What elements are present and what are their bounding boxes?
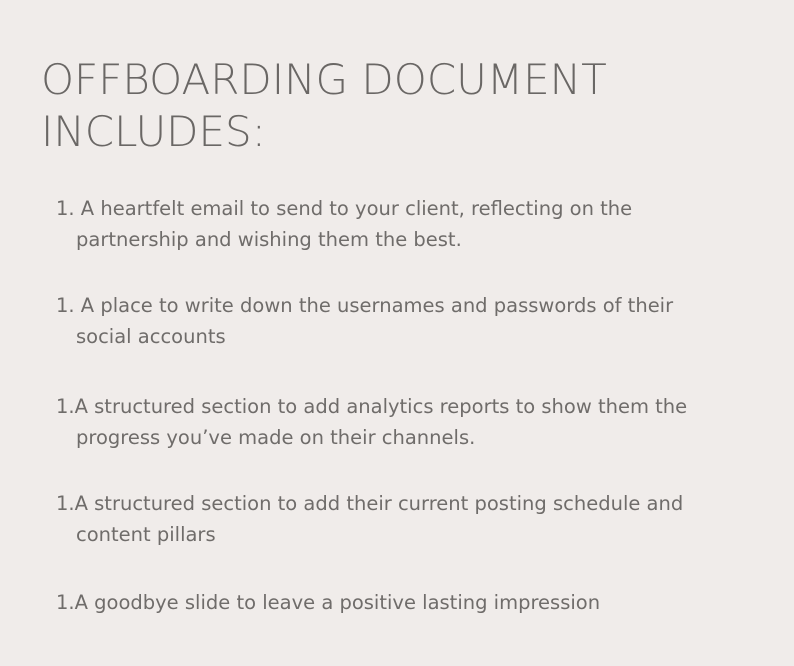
list-item-first-line	[56, 193, 756, 224]
list-item-continuation: partnership and wishing them the best.	[76, 228, 462, 251]
list-item-first-line	[56, 290, 756, 321]
list-item-text: A heartfelt email to send to your client, reflecting on the	[74, 197, 633, 220]
list-item	[56, 488, 756, 550]
list-item	[56, 391, 756, 453]
list-item-number: 1.	[56, 294, 75, 317]
list-item-number: 1.	[56, 591, 75, 614]
list-item-text: A goodbye slide to leave a positive lasting impression	[74, 591, 601, 614]
list-item-text: A structured section to add analytics reports to show them the	[74, 395, 688, 418]
list-item-continuation: social accounts	[76, 325, 226, 348]
list-item	[56, 193, 756, 255]
list-item-number: 1.	[56, 395, 75, 418]
list-item-text: A structured section to add their current posting schedule and	[74, 492, 684, 515]
list-item-text: A place to write down the usernames and passwords of their	[74, 294, 674, 317]
list-item-continuation: content pillars	[76, 523, 216, 546]
title-line-2: INCLUDES:	[41, 107, 266, 156]
list-item-first-line	[56, 488, 756, 519]
list-item-number: 1.	[56, 492, 75, 515]
document-title	[41, 54, 607, 158]
list-item-first-line	[56, 391, 756, 422]
list-item-first-line	[56, 587, 756, 618]
list-item	[56, 290, 756, 352]
title-line-1: OFFBOARDING DOCUMENT	[41, 55, 607, 104]
list-item-continuation: progress you’ve made on their channels.	[76, 426, 476, 449]
list-item	[56, 587, 756, 618]
list-item-number: 1.	[56, 197, 75, 220]
